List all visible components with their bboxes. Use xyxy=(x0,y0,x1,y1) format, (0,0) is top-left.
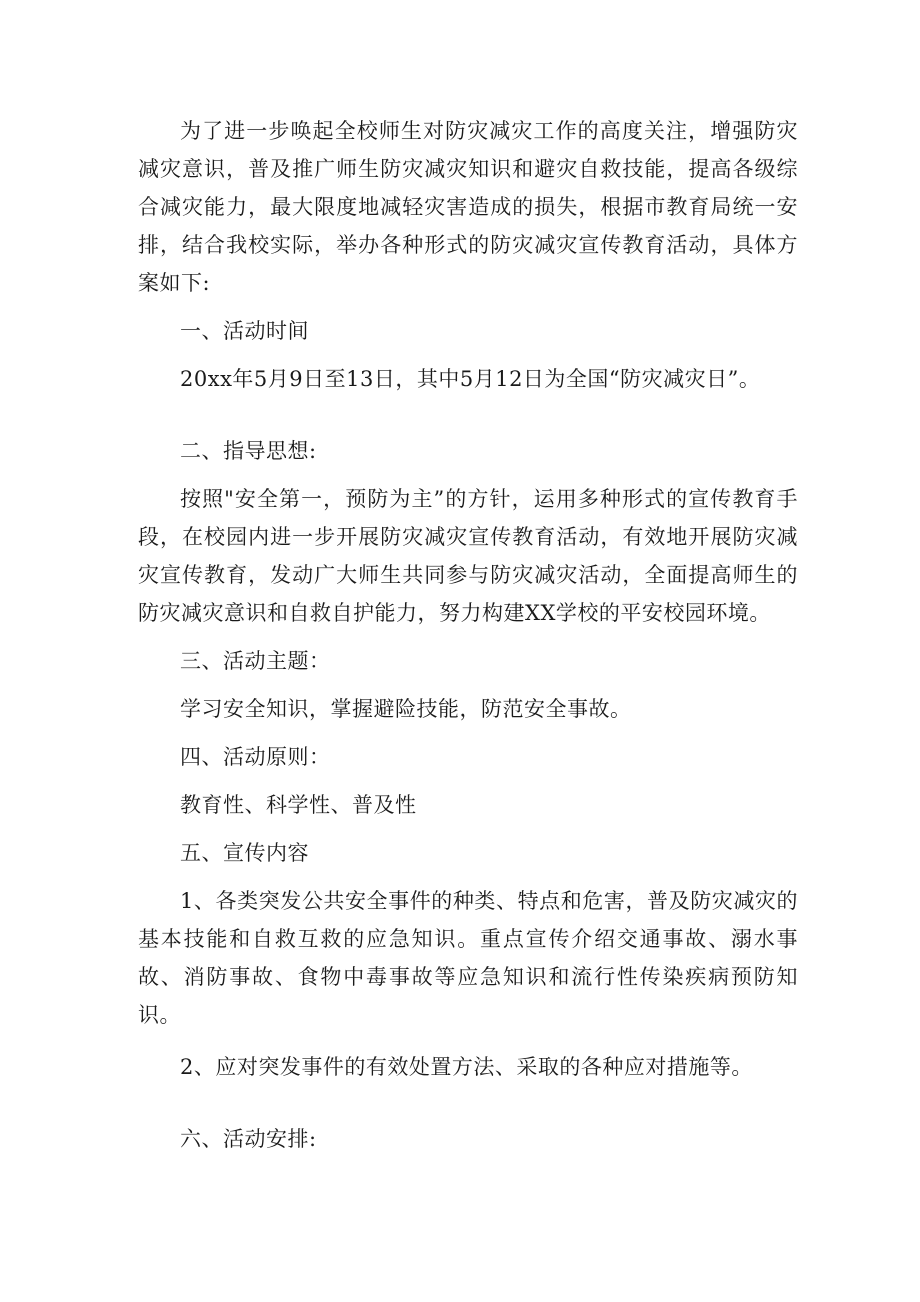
section-heading-activity-time: 一、活动时间 xyxy=(180,319,309,343)
intro-paragraph: 为了进一步唤起全校师生对防灾减灾工作的高度关注，增强防灾减灾意识，普及推广师生防灾减灾知识和避灾自救技能，提高各级综合减灾能力，最大限度地减轻灾害造成的损失，根据市教育局统一安排，结合我校实际，举办各种形式的防灾减灾宣传教育活动，具体方案如下: xyxy=(138,119,798,295)
activity-time-text: 20xx年5月9日至13日，其中5月12日为全国“防灾减灾日”。 xyxy=(180,367,761,391)
activity-theme-text: 学习安全知识，掌握避险技能，防范安全事故。 xyxy=(180,697,632,721)
publicity-content-item-1: 1、各类突发公共安全事件的种类、特点和危害，普及防灾减灾的基本技能和自救互救的应急知识。重点宣传介绍交通事故、溺水事故、消防事故、食物中毒事故等应急知识和流行性传染疾病预防知识。 xyxy=(138,889,798,1027)
activity-principles-text: 教育性、科学性、普及性 xyxy=(180,793,417,817)
section-heading-activity-theme: 三、活动主题： xyxy=(180,649,331,673)
document-body xyxy=(138,112,798,1158)
publicity-content-item-2: 2、应对突发事件的有效处置方法、采取的各种应对措施等。 xyxy=(180,1055,753,1079)
section-heading-activity-arrangement: 六、活动安排: xyxy=(180,1127,317,1151)
section-heading-activity-principles: 四、活动原则： xyxy=(180,745,331,769)
section-heading-publicity-content: 五、宣传内容 xyxy=(180,841,309,865)
guiding-ideology-text: 按照"安全第一，预防为主”的方针，运用多种形式的宣传教育手段，在校园内进一步开展防灾减灾宣传教育活动，有效地开展防灾减灾宣传教育，发动广大师生共同参与防灾减灾活动，全面提高师生的防灾减灾意识和自救自护能力，努力构建XX学校的平安校园环境。 xyxy=(138,487,798,625)
section-heading-guiding-ideology: 二、指导思想: xyxy=(180,439,317,463)
